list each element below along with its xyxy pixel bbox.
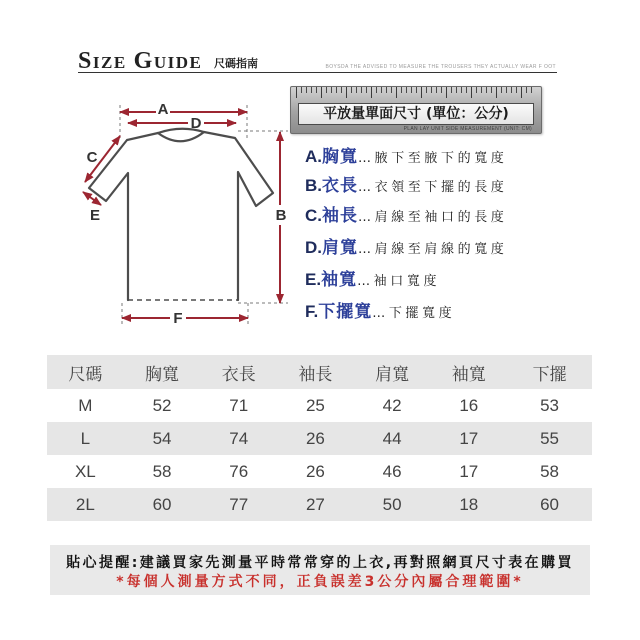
table-row [47,488,592,521]
dimension-label-d: D [190,115,202,132]
table-cell: 76 [229,461,249,481]
notice-reminder-text: 貼心提醒:建議買家先測量平時常常穿的上衣,再對照網頁尺寸表在購買 [66,555,574,571]
measurement-unit-label: 平放量單面尺寸 (單位：公分) [298,103,534,125]
table-cell: 77 [200,488,277,521]
table-cell: 26 [277,422,354,455]
legend-letter: F. [305,302,319,321]
legend-term: 袖長 [322,206,358,226]
table-header-cell: 衣長 [200,355,277,389]
tshirt-right-outline [204,132,273,300]
title-word-size: SIZE [78,48,127,74]
table-header-cell: 尺碼 [47,355,124,389]
table-cell: 53 [540,395,560,415]
ruler-graphic [290,86,542,134]
table-cell: 58 [152,461,172,481]
header-fine-print: BOYSDA THE ADVISED TO MEASURE THE TROUSERS THEY ACTUALLY WEAR F OOT [325,64,556,70]
header-divider [78,72,557,73]
table-cell-size: XL [74,461,96,481]
table-cell: 60 [124,488,201,521]
table-cell: 17 [430,422,507,455]
legend-letter: E. [305,270,322,289]
table-cell: 50 [354,488,431,521]
table-header-row [47,355,592,389]
title-word-guide: GUIDE [133,48,203,74]
page-subtitle: 尺碼指南 [214,57,258,70]
dimension-label-f: F [173,310,183,327]
table-cell: 55 [507,422,592,455]
table-header-cell: 下擺 [507,355,592,389]
notice-box [50,545,590,595]
legend-term: 衣長 [322,176,358,196]
table-cell: 18 [430,488,507,521]
legend-item-d [305,237,507,259]
table-header-cell: 袖長 [277,355,354,389]
legend-term: 袖寬 [321,270,358,290]
legend-item-c [305,205,507,227]
legend-term: 下擺寬 [318,302,373,322]
table-cell-size: M [78,395,93,415]
table-row [47,455,592,488]
legend-description: …衣領至下擺的長度 [358,180,508,195]
legend-term: 肩寬 [322,238,358,258]
table-cell: 58 [540,461,560,481]
table-cell: 17 [459,461,479,481]
notice-tolerance-text: *每個人測量方式不同，正負誤差3公分內屬合理範圍* [116,574,524,590]
legend-letter: C. [305,206,322,225]
legend-item-e [305,269,440,291]
table-cell: 42 [382,395,402,415]
table-cell: 25 [305,395,325,415]
legend-letter: D. [305,238,322,257]
table-cell: 60 [507,488,592,521]
legend-description: …袖口寬度 [357,274,441,289]
legend-term: 胸寬 [322,147,358,167]
legend-description: …下擺寬度 [372,306,456,321]
tshirt-neckline-front [158,132,204,141]
table-cell: 26 [305,461,325,481]
size-table [47,355,592,521]
table-cell-size: 2L [47,488,124,521]
table-cell: 46 [382,461,402,481]
legend-letter: B. [305,176,322,195]
ruler-ticks [296,87,536,99]
dimension-label-a: A [157,101,169,118]
table-row [47,389,592,422]
legend-item-a [305,146,507,168]
legend-item-f [305,301,455,323]
table-header-cell: 肩寬 [354,355,431,389]
table-cell: 52 [152,395,172,415]
table-header-cell: 胸寬 [124,355,201,389]
table-cell-size: L [47,422,124,455]
tshirt-diagram [70,95,300,335]
table-cell: 71 [229,395,249,415]
legend-letter: A. [305,147,322,166]
legend-description: …腋下至腋下的寬度 [358,151,508,166]
dimension-label-e: E [89,207,101,224]
table-cell: 27 [277,488,354,521]
table-cell: 74 [200,422,277,455]
table-header-cell: 袖寬 [430,355,507,389]
table-cell: 16 [459,395,479,415]
ruler-fine-print: PLAN LAY UNIT SIDE MEASUREMENT (UNIT: CM) [403,126,532,132]
legend-description: …肩線至袖口的長度 [358,210,508,225]
legend-description: …肩線至肩線的寬度 [358,242,508,257]
dimension-label-c: C [86,149,98,166]
table-row [47,422,592,455]
table-cell: 44 [354,422,431,455]
table-cell: 54 [124,422,201,455]
legend-item-b [305,175,507,197]
dimension-label-b: B [275,207,287,224]
